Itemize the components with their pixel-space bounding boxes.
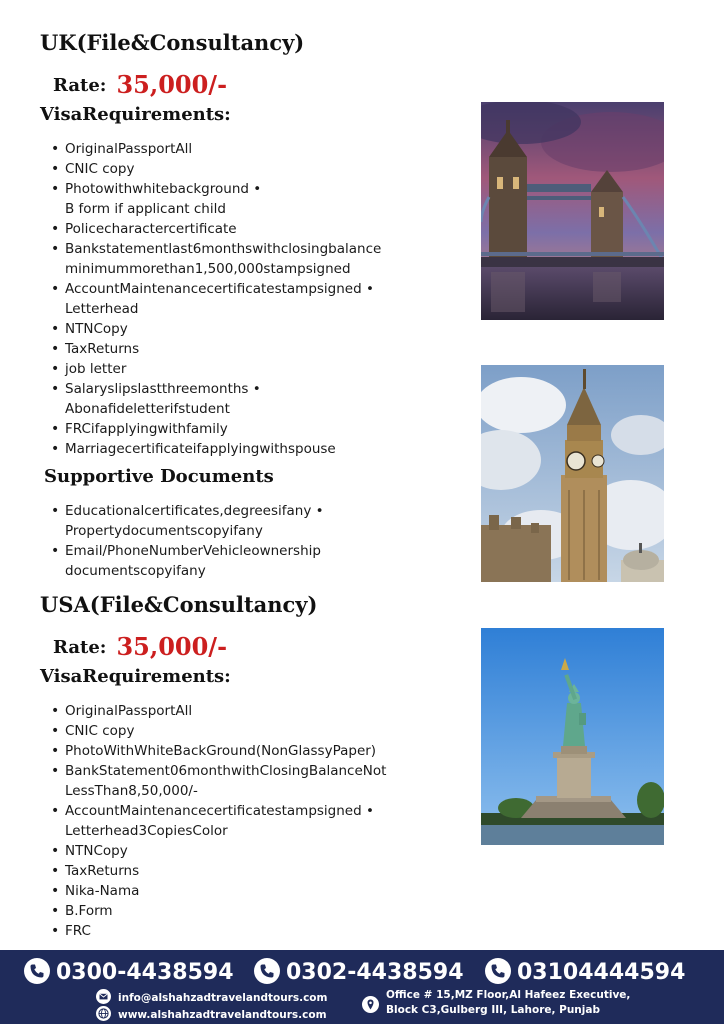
usa-rate <box>53 632 227 661</box>
usa-section-title: USA(File&Consultancy) <box>40 592 318 617</box>
list-item <box>49 359 425 379</box>
list-item-text: documentscopyifany <box>65 563 206 579</box>
list-item <box>49 139 425 159</box>
address-line-1: Office # 15,MZ Floor,Al Hafeez Executive, <box>386 989 631 1001</box>
list-item-text: B form if applicant child <box>65 201 226 217</box>
office-address <box>362 988 630 1018</box>
list-item <box>49 219 425 239</box>
uk-supportive-documents-title: Supportive Documents <box>44 466 274 487</box>
globe-icon <box>96 1006 111 1021</box>
list-item <box>49 801 425 841</box>
usa-requirements-list <box>49 701 425 941</box>
list-item <box>49 741 425 761</box>
website-text: www.alshahzadtravelandtours.com <box>118 1009 327 1021</box>
phone-number-2[interactable] <box>254 958 464 985</box>
uk-rate-label: Rate: <box>53 75 107 96</box>
uk-visa-requirements-title: VisaRequirements: <box>40 104 231 125</box>
uk-supportive-list <box>49 501 425 581</box>
list-item-text: • OriginalPassportAll <box>65 703 193 719</box>
usa-rate-label: Rate: <box>53 637 107 658</box>
list-item <box>49 701 425 721</box>
list-item <box>49 881 425 901</box>
list-item <box>49 861 425 881</box>
list-item-text: Letterhead <box>65 301 139 317</box>
list-item <box>49 541 425 581</box>
email-icon <box>96 989 111 1004</box>
list-item-text: • FRC <box>65 923 91 939</box>
uk-rate-value: 35,000/- <box>116 70 228 99</box>
list-item-text: LessThan8,50,000/- <box>65 783 198 799</box>
list-item-text: • AccountMaintenancecertificatestampsigned • <box>65 281 374 297</box>
list-item <box>49 439 425 459</box>
list-item-text: minimummorethan1,500,000stampsigned <box>65 261 351 277</box>
list-item-text: • PhotoWithWhiteBackGround(NonGlassyPaper) <box>65 743 377 759</box>
list-item <box>49 841 425 861</box>
list-item-text: • OriginalPassportAll <box>65 141 193 157</box>
list-item <box>49 239 425 279</box>
list-item <box>49 921 425 941</box>
list-item <box>49 279 425 319</box>
list-item <box>49 379 425 419</box>
list-item-text: • NTNCopy <box>65 321 128 337</box>
phone-icon <box>254 958 280 984</box>
list-item <box>49 159 425 179</box>
phone-number-2-text: 0302-4438594 <box>286 960 464 985</box>
uk-section-title: UK(File&Consultancy) <box>40 30 305 55</box>
list-item-text: • Salaryslipslastthreemonths • <box>65 381 261 397</box>
list-item-text: • Email/PhoneNumberVehicleownership <box>65 543 321 559</box>
list-item <box>49 501 425 541</box>
list-item-text: • FRCifapplyingwithfamily <box>65 421 228 437</box>
phone-number-1[interactable] <box>24 958 234 985</box>
list-item-text: • NTNCopy <box>65 843 128 859</box>
list-item <box>49 721 425 741</box>
list-item <box>49 761 425 801</box>
uk-rate <box>53 70 227 99</box>
list-item-text: • Nika-Nama <box>65 883 140 899</box>
list-item-text: Abonafideletterifstudent <box>65 401 230 417</box>
list-item-text: • Marriagecertificateifapplyingwithspouse <box>65 441 336 457</box>
uk-requirements-list <box>49 139 425 459</box>
phone-number-3-text: 03104444594 <box>517 960 686 985</box>
phone-icon <box>485 958 511 984</box>
email-contact[interactable] <box>96 989 327 1004</box>
email-text: info@alshahzadtravelandtours.com <box>118 992 328 1004</box>
website-link[interactable] <box>96 1006 327 1021</box>
usa-rate-value: 35,000/- <box>116 632 228 661</box>
statue-of-liberty-photo <box>481 628 664 845</box>
list-item-text: • Bankstatementlast6monthswithclosingbalance <box>65 241 382 257</box>
list-item-text: • CNIC copy <box>65 723 135 739</box>
phone-number-3[interactable] <box>485 958 685 985</box>
list-item-text: • TaxReturns <box>65 863 140 879</box>
list-item-text: • Policecharactercertificate <box>65 221 237 237</box>
list-item <box>49 179 425 219</box>
big-ben-photo <box>481 365 664 582</box>
list-item <box>49 901 425 921</box>
list-item-text: Propertydocumentscopyifany <box>65 523 263 539</box>
phone-number-1-text: 0300-4438594 <box>56 960 234 985</box>
list-item <box>49 319 425 339</box>
list-item-text: Letterhead3CopiesColor <box>65 823 228 839</box>
list-item <box>49 339 425 359</box>
address-line-2: Block C3,Gulberg III, Lahore, Punjab <box>386 1004 600 1016</box>
list-item-text: • Photowithwhitebackground • <box>65 181 262 197</box>
list-item-text: • BankStatement06monthwithClosingBalanceNot <box>65 763 387 779</box>
tower-bridge-photo <box>481 102 664 320</box>
list-item-text: • AccountMaintenancecertificatestampsigned • <box>65 803 374 819</box>
usa-visa-requirements-title: VisaRequirements: <box>40 666 231 687</box>
list-item-text: • Educationalcertificates,degreesifany • <box>65 503 324 519</box>
list-item-text: • CNIC copy <box>65 161 135 177</box>
list-item-text: • TaxReturns <box>65 341 140 357</box>
location-pin-icon <box>362 996 379 1013</box>
list-item-text: • job letter <box>65 361 127 377</box>
list-item <box>49 419 425 439</box>
list-item-text: • B.Form <box>65 903 113 919</box>
phone-icon <box>24 958 50 984</box>
